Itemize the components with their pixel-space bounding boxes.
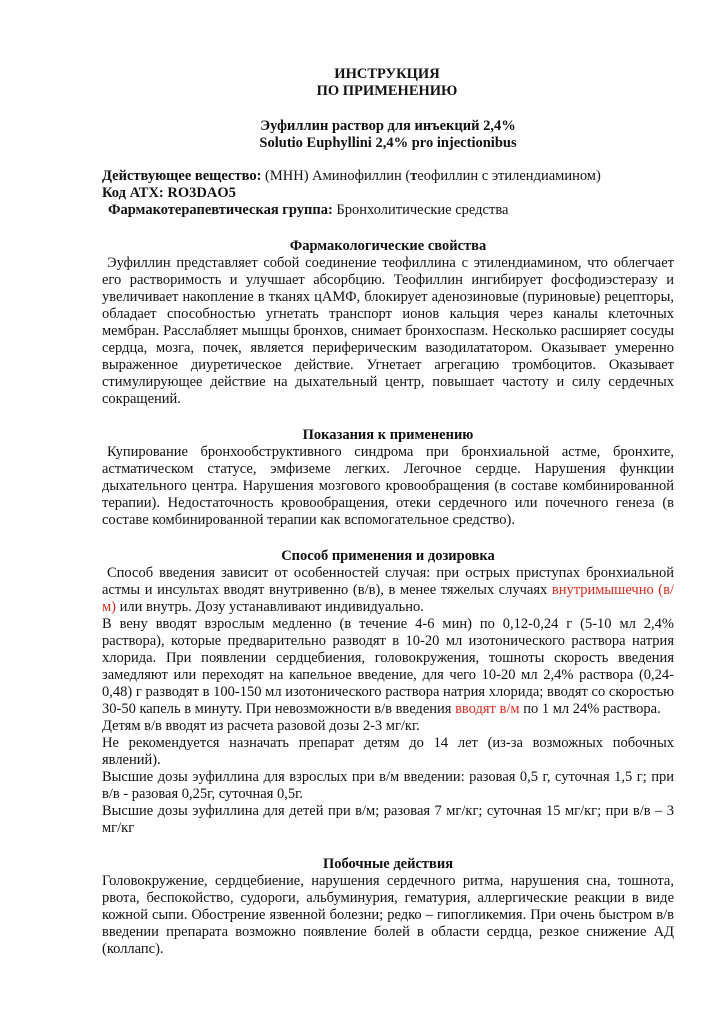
group-value: Бронхолитические средства [332, 202, 509, 218]
dosage-p1-a: Способ введения зависит от особенностей случая: при острых приступах бронхиальной астмы и инсультах вводят внутривенно (в/в), в менее тяжелых случаях [102, 565, 674, 598]
dosage-p6: Высшие дозы эуфиллина для детей при в/м; разовая 7 мг/кг; суточная 15 мг/кг; при в/в – 3 мг/кг [102, 803, 674, 836]
dosage-p1-b: или внутрь. Дозу устанавливают индивидуально. [116, 599, 424, 615]
side-effects-text: Головокружение, сердцебиение, нарушения сердечного ритма, нарушения сна, тошнота, рвота, беспокойство, судороги, альбуминурия, гематурия, аллергические реакции в виде кожной сыпи. Обострение язвенной болезни; редко – гипогликемия. При очень быстром в/в введении препарата возможно появление болей в области сердца, резкое снижение АД (коллапс). [102, 873, 674, 957]
title-line-1: ИНСТРУКЦИЯ [334, 66, 440, 82]
dosage-heading: Способ применения и дозировка [281, 548, 495, 564]
active-substance [102, 168, 674, 185]
indications-heading: Показания к применению [302, 427, 474, 443]
group-label: Фармакотерапевтическая группа: [108, 202, 333, 218]
dosage-p1 [102, 565, 674, 616]
doc-title [100, 66, 674, 100]
title-line-2: ПО ПРИМЕНЕНИЮ [316, 83, 458, 99]
dosage-p2-a: В вену вводят взрослым медленно (в течение 4-6 мин) по 0,12-0,24 г (5-10 мл 2,4% раствора), которые предварительно разводят в 10-20 мл изотонического раствора натрия хлорида. При появлении сердцебиения, головокружения, тошноты скорость введения замедляют или переходят на капельное введение, для чего 10-20 мл 2,4% раствора (0,24-0,48) г разводят в 100-150 мл изотонического раствора натрия хлорида; вводят со скоростью 30-50 капель в минуту. При невозможности в/в введения [102, 616, 674, 717]
drug-name-lat: Solutio Euphyllini 2,4% pro injectionibus [259, 135, 517, 151]
substance-bold-letter: т [410, 168, 418, 184]
dosage-p2-b: по 1 мл 24% раствора. [519, 701, 661, 717]
dosage-p3: Детям в/в вводят из расчета разовой дозы 2-3 мг/кг. [102, 718, 420, 734]
atc-code: Код АТХ: RO3DAO5 [102, 185, 236, 201]
pharm-group [108, 202, 674, 219]
document-page [102, 66, 674, 958]
pharm-heading: Фармакологические свойства [289, 238, 487, 254]
dosage-p4: Не рекомендуется назначать препарат детям до 14 лет (из-за возможных побочных явлений). [102, 735, 674, 768]
substance-value-a: (МНН) Аминофиллин ( [261, 168, 411, 184]
drug-name-ru: Эуфиллин раствор для инъекций 2,4% [260, 118, 516, 134]
drug-info [102, 168, 674, 219]
dosage-p2 [102, 616, 674, 718]
side-effects-heading: Побочные действия [322, 856, 454, 872]
drug-name-block [102, 118, 674, 152]
dosage-p1-highlight: внутримышечно (в/м) [102, 582, 674, 615]
dosage-p2-highlight: вводят в/м [455, 701, 520, 717]
dosage-p5: Высшие дозы эуфиллина для взрослых при в/м введении: разовая 0,5 г, суточная 1,5 г; при в/в - разовая 0,25г, суточная 0,5г. [102, 769, 674, 802]
indications-text: Купирование бронхообструктивного синдрома при бронхиальной астме, бронхите, астматическом статусе, эмфиземе легких. Легочное сердце. Нарушения функции дыхательного центра. Нарушения мозгового кровообращения (в составе комбинированной терапии). Недостаточность кровообращения, отеки сердечного или почечного генеза (в составе комбинированной терапии как вспомогательное средство). [102, 444, 674, 528]
pharm-text: Эуфиллин представляет собой соединение теофиллина с этилендиамином, что облегчает его растворимость и улучшает абсорбцию. Теофиллин ингибирует фосфодиэстеразу и увеличивает накопление в тканях цАМФ, блокирует аденозиновые (пуриновые) рецепторы, обладает способностью угнетать транспорт ионов кальция через каналы клеточных мембран. Расслабляет мышцы бронхов, снимает бронхоспазм. Несколько расширяет сосуды сердца, мозга, почек, является периферическим вазодилататором. Оказывает умеренно выраженное диуретическое действие. Угнетает агрегацию тромбоцитов. Оказывает стимулирующее действие на дыхательный центр, повышает частоту и силу сердечных сокращений. [102, 255, 674, 407]
substance-label: Действующее вещество: [102, 168, 262, 184]
substance-value-b: еофиллин с этилендиамином) [417, 168, 601, 184]
